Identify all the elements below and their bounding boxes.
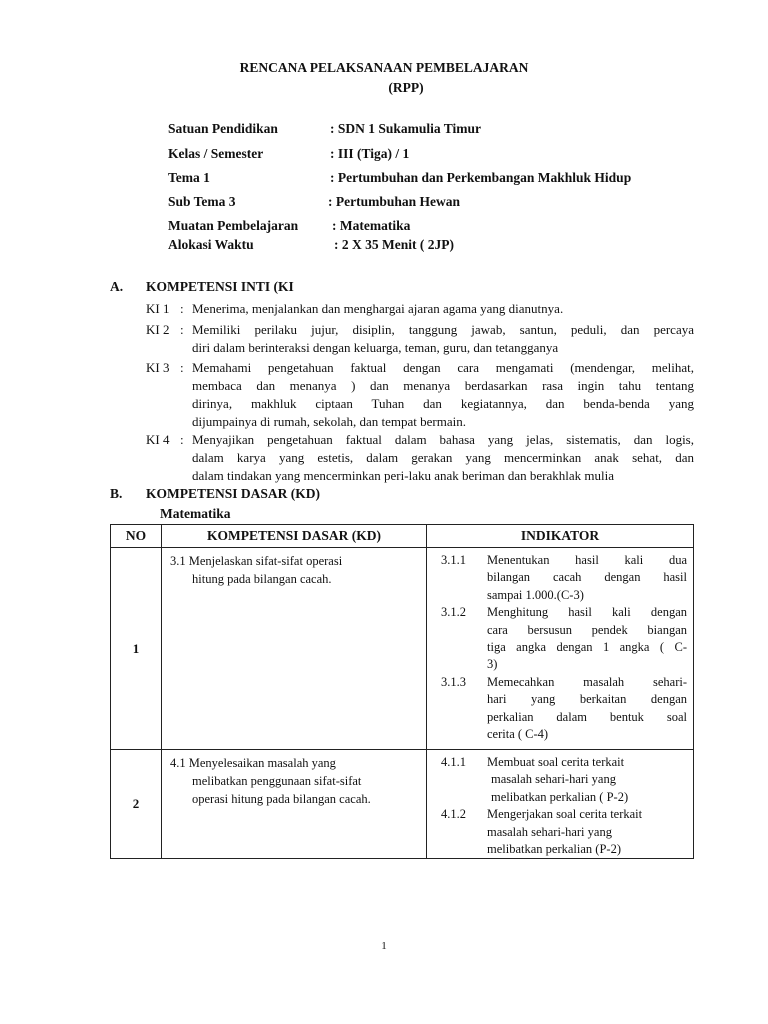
indicator-item [427,674,693,744]
indicator-cell [427,750,694,859]
identity-label: Muatan Pembelajaran [168,218,299,233]
kd-cell [162,548,427,750]
indicator-line: perkalian dalam bentuk soal [487,709,687,724]
page-number: 1 [381,940,387,952]
indicator-line: sampai 1.000.(C-3) [487,587,584,602]
identity-value: : III (Tiga) / 1 [330,146,410,161]
identity-value: : Pertumbuhan Hewan [328,194,461,209]
ki-line: Menyajikan pengetahuan faktual dalam bahasa yang jelas, sistematis, dan logis, [192,432,694,447]
subject-heading: Matematika [160,506,231,521]
row-number: 2 [111,750,162,859]
identity-label: Alokasi Waktu [168,237,254,252]
header-kd: KOMPETENSI DASAR (KD) [162,525,427,548]
ki-code: KI 4 [146,432,170,447]
section-a-letter: A. [110,279,124,294]
indicator-item [427,754,693,806]
ki-line: Memahami pengetahuan faktual dengan cara mengamati (mendengar, melihat, [192,360,694,375]
indicator-line: tiga angka dengan 1 angka ( C- [487,640,687,655]
indicator-line: melibatkan perkalian (P-2) [487,842,621,857]
identity-label: Satuan Pendidikan [168,121,278,136]
indicator-line: Menentukan hasil kali dua [487,553,687,567]
table-row [111,548,694,750]
header-no: NO [111,525,162,548]
ki-line: dalam karya yang estetis, dalam gerakan yang mencerminkan anak sehat, dan [192,450,694,465]
indicator-text [487,552,687,604]
indicator-text [487,604,687,674]
ki-code: KI 3 [146,360,170,375]
indicator-line: Memecahkan masalah sehari- [487,674,687,689]
identity-label: Kelas / Semester [168,146,264,161]
indicator-item [427,552,693,604]
kd-text [162,548,426,594]
ki-text [192,300,694,318]
ki-colon: : [180,432,184,447]
indicator-line: Membuat soal cerita terkait [487,755,625,769]
indicator-line: Menghitung hasil kali dengan [487,605,687,620]
header-indikator: INDIKATOR [427,525,694,548]
kd-cell [162,750,427,859]
ki-line: Memiliki perilaku jujur, disiplin, tanggung jawab, santun, peduli, dan percaya [192,322,694,337]
section-a-title: KOMPETENSI INTI (KI [146,279,294,294]
kd-line: 4.1 Menyelesaikan masalah yang [170,756,336,770]
ki-colon: : [180,322,184,337]
indicator-line: bilangan cacah dengan hasil [487,570,687,585]
document-title: RENCANA PELAKSANAAN PEMBELAJARAN [239,60,529,75]
indicator-code: 4.1.1 [441,755,466,769]
indicator-text [487,754,687,806]
indicator-line: cerita ( C-4) [487,727,549,742]
ki-text [192,359,694,431]
ki-code: KI 2 [146,322,170,337]
kd-line: melibatkan penggunaan sifat-sifat [192,774,362,788]
indicator-line: masalah sehari-hari yang [487,824,612,839]
section-b-title: KOMPETENSI DASAR (KD) [146,486,321,501]
identity-label: Tema 1 [168,170,210,185]
indicator-code: 3.1.1 [441,553,466,567]
document-subtitle: (RPP) [388,80,424,95]
kd-text [162,750,426,814]
ki-colon: : [180,360,184,375]
ki-text [192,431,694,485]
identity-value: : Pertumbuhan dan Perkembangan Makhluk Hidup [330,170,632,185]
indicator-code: 3.1.2 [441,605,466,620]
indicator-cell [427,548,694,750]
ki-text [192,321,694,357]
identity-label: Sub Tema 3 [168,194,236,209]
indicator-text [487,674,687,744]
indicator-code: 4.1.2 [441,807,466,822]
indicator-line: 3) [487,657,498,672]
row-number: 1 [111,548,162,750]
kd-line: 3.1 Menjelaskan sifat-sifat operasi [170,554,343,568]
table-header-row [111,525,694,548]
kd-line: hitung pada bilangan cacah. [192,572,332,586]
identity-value: : Matematika [332,218,411,233]
indicator-text [487,806,687,858]
indicator-line: cara bersusun pendek biangan [487,622,687,637]
identity-value: : SDN 1 Sukamulia Timur [330,121,482,136]
ki-line: dijumpainya di rumah, sekolah, dan tempat bermain. [192,414,467,429]
identity-value: : 2 X 35 Menit ( 2JP) [334,237,454,252]
table-row [111,750,694,859]
kd-table [110,524,694,859]
ki-colon: : [180,301,184,316]
indicator-line: melibatkan perkalian ( P-2) [491,789,629,804]
indicator-line: hari yang berkaitan dengan [487,692,687,707]
indicator-line: Mengerjakan soal cerita terkait [487,807,643,822]
ki-line: diri dalam berinteraksi dengan keluarga, teman, guru, dan tetangganya [192,340,559,355]
indicator-item [427,806,693,858]
indicator-item [427,604,693,674]
ki-line: membaca dan menanya ) dan menanya berdasarkan rasa ingin tahu tentang [192,378,694,393]
indicator-code: 3.1.3 [441,674,466,689]
indicator-line: masalah sehari-hari yang [491,772,616,787]
kd-line: operasi hitung pada bilangan cacah. [192,792,371,806]
ki-code: KI 1 [146,301,170,316]
ki-line: dalam tindakan yang mencerminkan peri-laku anak beriman dan berakhlak mulia [192,468,614,483]
ki-line: dirinya, makhluk ciptaan Tuhan dan kegiatannya, dan benda-benda yang [192,396,694,411]
ki-line: Menerima, menjalankan dan menghargai ajaran agama yang dianutnya. [192,301,564,316]
section-b-letter: B. [110,486,123,501]
